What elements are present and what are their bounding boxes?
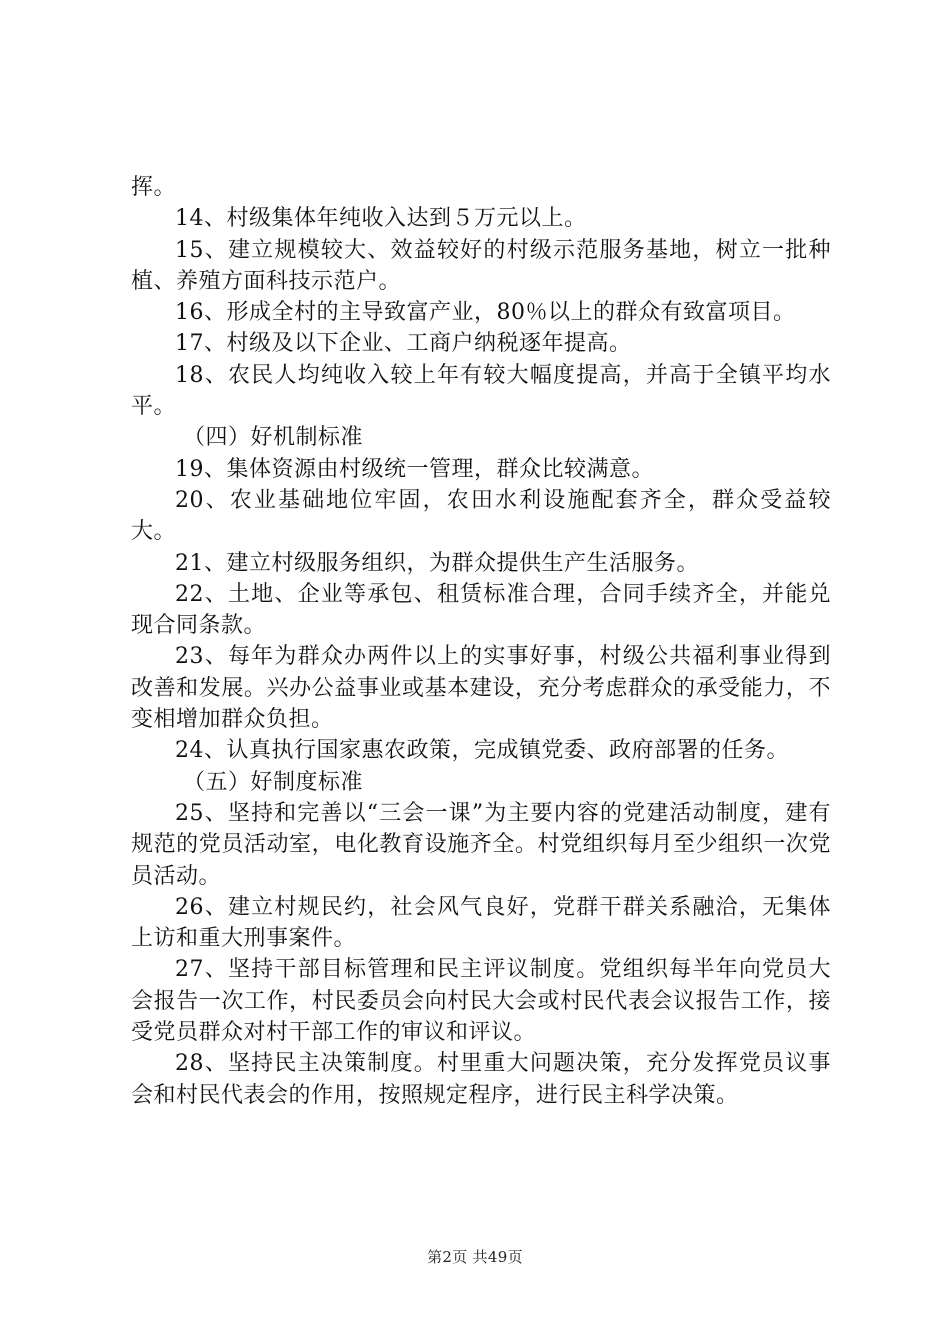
paragraph-item-25: 25、坚持和完善以“三会一课”为主要内容的党建活动制度，建有规范的党员活动室，电化教育设施齐全。村党组织每月至少组织一次党员活动。 — [131, 800, 831, 889]
paragraph-item-27: 27、坚持干部目标管理和民主评议制度。党组织每半年向党员大会报告一次工作，村民委员会向村民大会或村民代表会议报告工作，接受党员群众对村干部工作的审议和评议。 — [131, 957, 831, 1046]
paragraph-continuation: 挥。 — [131, 175, 177, 200]
paragraph-item-22: 22、土地、企业等承包、租赁标准合理，合同手续齐全，并能兑现合同条款。 — [131, 581, 831, 639]
paragraph-item-28: 28、坚持民主决策制度。村里重大问题决策，充分发挥党员议事会和村民代表会的作用，按照规定程序，进行民主科学决策。 — [131, 1051, 831, 1108]
paragraph-item-21: 21、建立村级服务组织，为群众提供生产生活服务。 — [175, 550, 699, 576]
paragraph-item-20: 20、农业基础地位牢固，农田水利设施配套齐全，群众受益较大。 — [131, 487, 831, 545]
paragraph-item-19: 19、集体资源由村级统一管理，群众比较满意。 — [175, 456, 654, 482]
paragraph-item-14: 14、村级集体年纯收入达到５万元以上。 — [175, 206, 587, 232]
section-heading-mechanism: （四）好机制标准 — [183, 425, 364, 451]
section-heading-system: （五）好制度标准 — [183, 769, 364, 795]
paragraph-item-24: 24、认真执行国家惠农政策，完成镇党委、政府部署的任务。 — [175, 738, 789, 764]
paragraph-item-18: 18、农民人均纯收入较上年有较大幅度提高，并高于全镇平均水平。 — [131, 362, 831, 420]
paragraph-item-23: 23、每年为群众办两件以上的实事好事，村级公共福利事业得到改善和发展。兴办公益事业或基本建设，充分考虑群众的承受能力，不变相增加群众负担。 — [131, 644, 831, 733]
paragraph-item-16: 16、形成全村的主导致富产业，80％以上的群众有致富项目。 — [175, 300, 796, 326]
paragraph-item-26: 26、建立村规民约，社会风气良好，党群干群关系融洽，无集体上访和重大刑事案件。 — [131, 894, 831, 952]
page-number-footer: 第2页 共49页 — [427, 1248, 523, 1266]
paragraph-item-15: 15、建立规模较大、效益较好的村级示范服务基地，树立一批种植、养殖方面科技示范户。 — [131, 237, 831, 294]
document-body — [131, 172, 831, 1111]
paragraph-item-17: 17、村级及以下企业、工商户纳税逐年提高。 — [175, 331, 632, 357]
